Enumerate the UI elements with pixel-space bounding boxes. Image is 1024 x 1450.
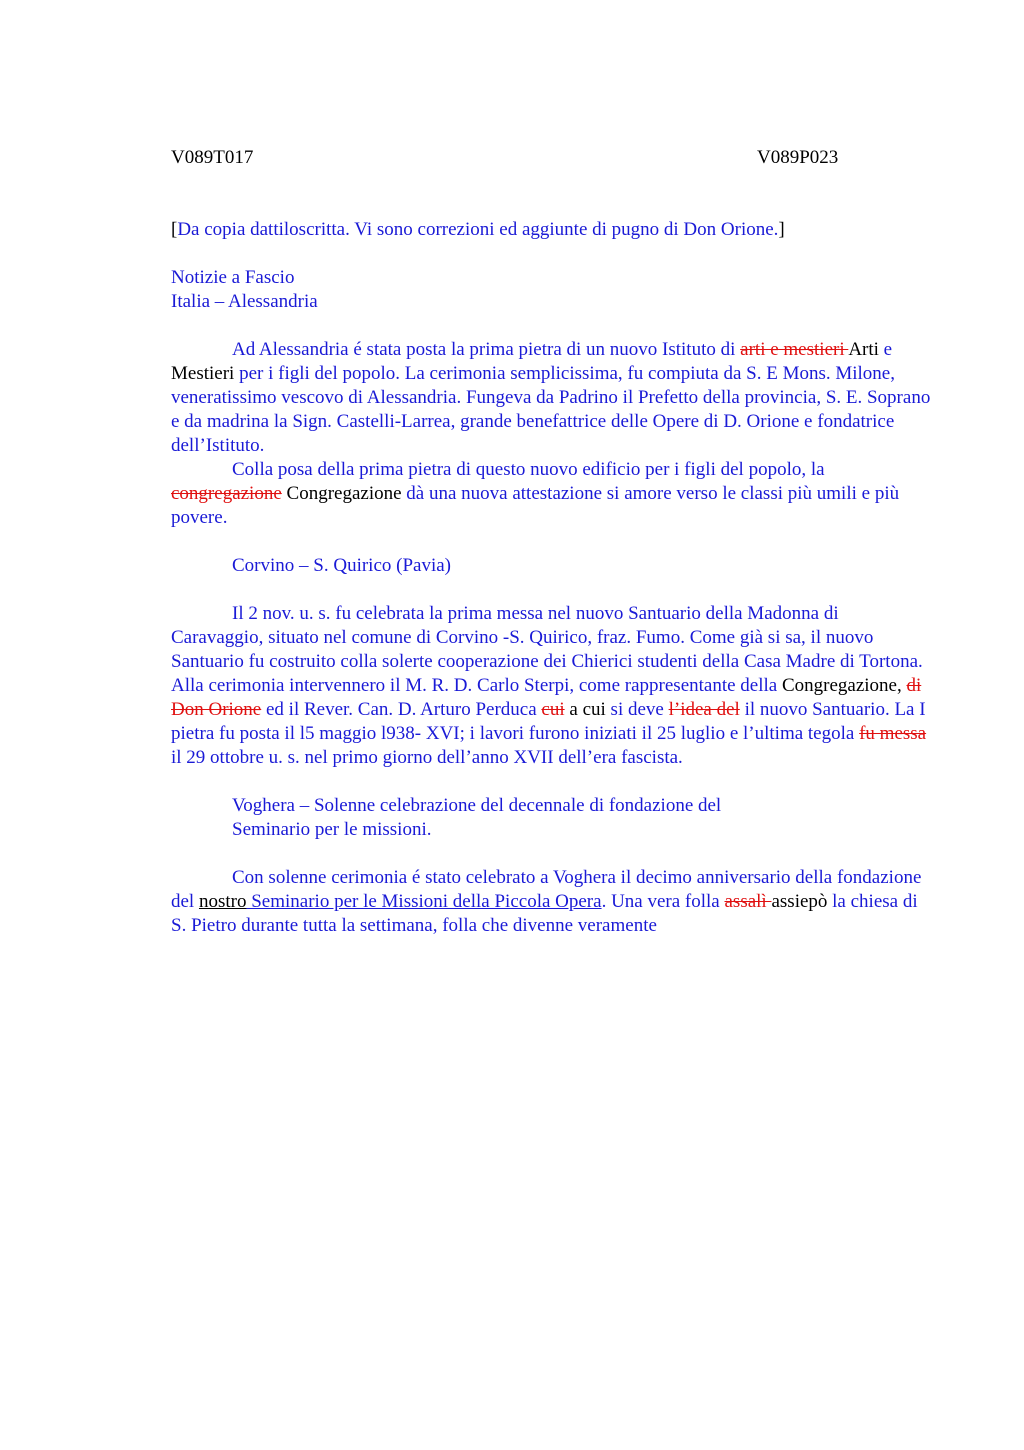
document-code-left: V089T017 (171, 147, 254, 168)
text-run: dà una nuova attestazione si amore verso le classi più umili e più povere. (171, 483, 900, 528)
note-bracket-close: ] (778, 219, 785, 240)
deleted-text: arti e mestieri (740, 339, 849, 360)
text-run: il nuovo Santuario. La I pietra fu posta il l5 maggio l938- XVI; i lavori furono iniziati il 25 luglio e l’ultima tegola (171, 699, 926, 744)
text-run: il 29 ottobre u. s. nel primo giorno dell’anno XVII dell’era fascista. (171, 747, 683, 768)
text-run: . Una vera folla (601, 891, 725, 912)
paragraph-alessandria-1 (171, 338, 931, 458)
inserted-text: Mestieri (171, 363, 235, 384)
text-run: Con solenne cerimonia é stato celebrato a Voghera il decimo anniversario della fondazione del (171, 867, 922, 912)
text-run: Ad Alessandria é stata posta la prima pietra di un nuovo Istituto di (232, 339, 741, 360)
inserted-text: assiepò (771, 891, 828, 912)
underlined-text: Seminario per le Missioni della Piccola Opera (246, 891, 602, 912)
inserted-text: Congregazione (281, 483, 402, 504)
editorial-note (171, 218, 931, 242)
section-heading-voghera-2: Seminario per le missioni. (232, 819, 432, 840)
inserted-text: nostro (198, 891, 247, 912)
section-heading-alessandria: Italia – Alessandria (171, 291, 318, 312)
paragraph-alessandria-2 (171, 458, 931, 530)
section-heading-corvino: Corvino – S. Quirico (Pavia) (232, 555, 452, 576)
document-header (171, 146, 931, 170)
section-heading-voghera-1: Voghera – Solenne celebrazione del decennale di fondazione del (232, 795, 722, 816)
text-run: si deve (605, 699, 669, 720)
text-run: e (878, 339, 893, 360)
document-page (171, 146, 931, 938)
note-text: Da copia dattiloscritta. Vi sono correzioni ed aggiunte di pugno di Don Orione. (177, 219, 779, 240)
deleted-text: fu messa (859, 723, 927, 744)
paragraph-voghera (171, 866, 931, 938)
note-bracket-open: [ (171, 219, 178, 240)
deleted-text: di Don Orione (171, 675, 922, 720)
deleted-text: cui (541, 699, 565, 720)
deleted-text: congregazione (171, 483, 282, 504)
text-run: Il 2 nov. u. s. fu celebrata la prima messa nel nuovo Santuario della Madonna di Caravaggio, situato nel comune di Corvino -S. Quirico, fraz. Fumo. Come già si sa, il nuovo Santuario fu costruito colla solerte cooperazione dei Chierici studenti della Casa Madre di Tortona. Alla cerimonia intervennero il M. R. D. Carlo Sterpi, come rappresentante della (171, 603, 923, 696)
text-run: Colla posa della prima pietra di questo nuovo edificio per i figli del popolo, la (232, 459, 825, 480)
section-heading-notizie: Notizie a Fascio (171, 267, 295, 288)
document-code-right: V089P023 (757, 147, 839, 168)
paragraph-corvino (171, 602, 931, 770)
text-run: per i figli del popolo. La cerimonia semplicissima, fu compiuta da S. E Mons. Milone, veneratissimo vescovo di Alessandria. Fungeva da Padrino il Prefetto della provincia, S. E. Soprano e da madrina la Sign. Castelli-Larrea, grande benefattrice delle Opere di D. Orione e fondatrice dell’Istituto. (171, 363, 931, 456)
inserted-text: a cui (564, 699, 606, 720)
deleted-text: l’idea del (668, 699, 740, 720)
inserted-text: Congregazione, (781, 675, 902, 696)
deleted-text: assalì (724, 891, 772, 912)
text-run: ed il Rever. Can. D. Arturo Perduca (261, 699, 542, 720)
inserted-text: Arti (848, 339, 879, 360)
text-run: la chiesa di S. Pietro durante tutta la settimana, folla che divenne veramente (171, 891, 918, 936)
